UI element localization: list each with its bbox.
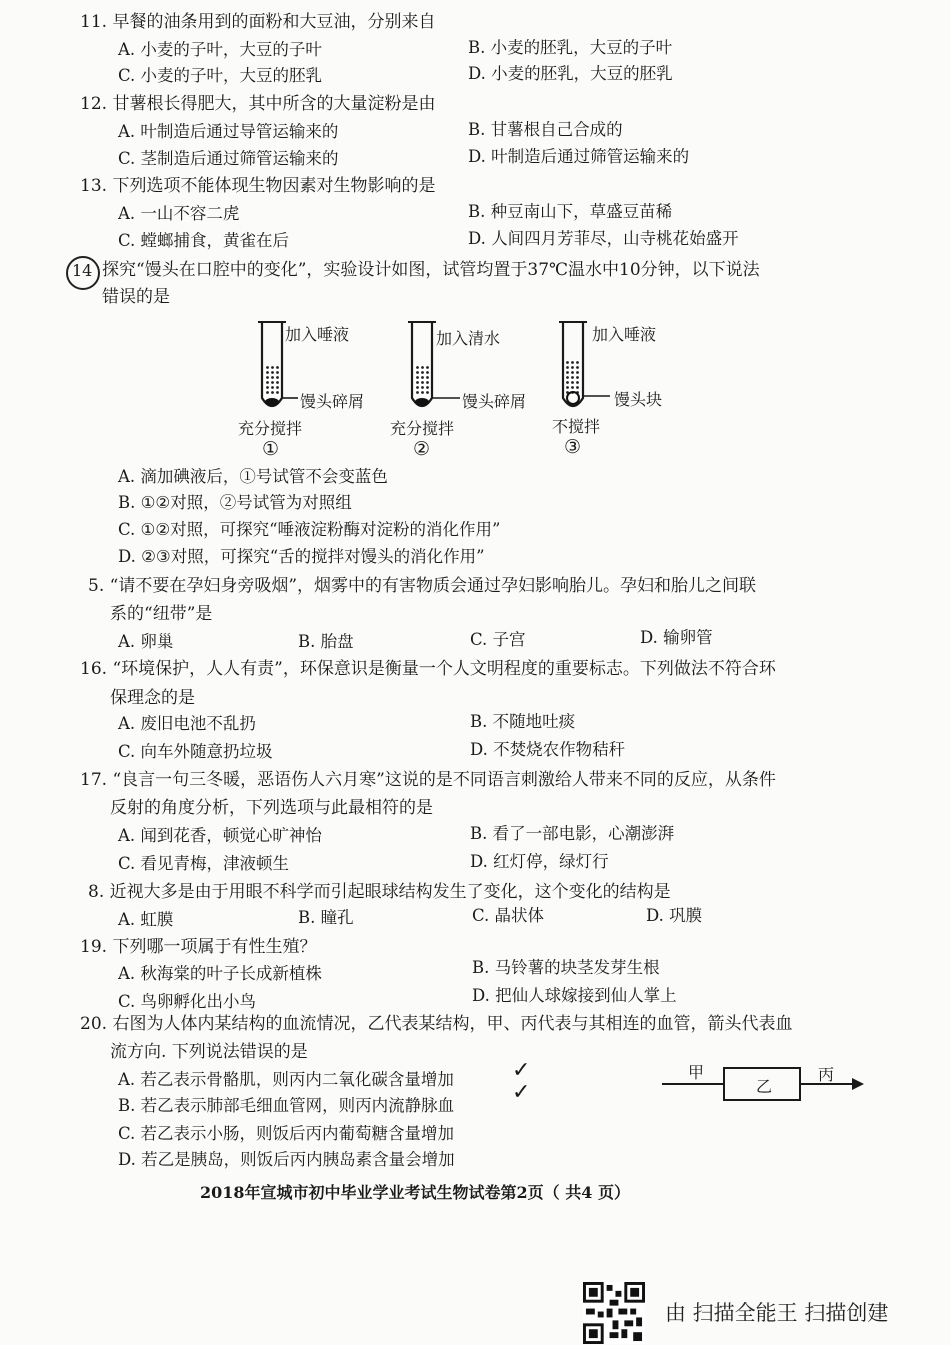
question-14-stem-line2: 错误的是 (102, 287, 170, 307)
tube-1-top-label: 加入唾液 (285, 325, 350, 344)
check-mark: ✓ (512, 1080, 531, 1105)
question-number: 19. (80, 937, 108, 957)
option-d: D. 若乙是胰岛，则饭后丙内胰岛素含量会增加 (118, 1150, 455, 1169)
question-number: 13. (80, 176, 108, 196)
question-stem-line1: “良言一句三冬暖，恶语伤人六月寒”这说的是不同语言刺激给人带来不同的反应，从条件 (112, 770, 776, 790)
option-a: A. 秋海棠的叶子长成新植株 (118, 964, 322, 983)
check-mark: ✓ (512, 1058, 531, 1083)
tube-1-bottom-label: 充分搅拌 (238, 419, 303, 438)
option-a: A. 一山不容二虎 (118, 204, 240, 223)
page-footer: 2018年宣城市初中毕业学业考试生物试卷第2页（ 共4 页） (200, 1183, 630, 1202)
option-c: C. 向车外随意扔垃圾 (118, 742, 273, 761)
option-d: D. 红灯停，绿灯行 (470, 852, 609, 871)
option-b: B. 马铃薯的块茎发芽生根 (472, 958, 660, 977)
option-c: C. ①②对照，可探究“唾液淀粉酶对淀粉的消化作用” (118, 520, 501, 539)
option-a: A. 闻到花香，顿觉心旷神怡 (118, 826, 322, 845)
option-b: B. 胎盘 (298, 632, 354, 651)
tube-2-top-label: 加入清水 (436, 329, 501, 348)
question-stem: 下列哪一项属于有性生殖？ (112, 937, 317, 957)
question-stem-line1: 右图为人体内某结构的血流情况，乙代表某结构，甲、丙代表与其相连的血管，箭头代表血 (112, 1014, 793, 1034)
question-stem: 下列选项不能体现生物因素对生物影响的是 (112, 176, 436, 196)
option-a: A. 若乙表示骨骼肌，则丙内二氧化碳含量增加 (118, 1070, 454, 1089)
vessel-bing-label: 丙 (818, 1065, 835, 1084)
option-b: B. 看了一部电影，心潮澎湃 (470, 824, 675, 843)
option-a: A. 虹膜 (118, 910, 174, 929)
question-number: 17. (80, 770, 108, 790)
option-d: D. ②③对照，可探究“舌的搅拌对馒头的消化作用” (118, 547, 485, 566)
option-c: C. 晶状体 (472, 906, 545, 925)
question-stem: 近视大多是由于用眼不科学而引起眼球结构发生了变化，这个变化的结构是 (109, 882, 671, 902)
question-14-stem-line1: 探究“馒头在口腔中的变化”，实验设计如图，试管均置于37℃温水中10分钟，以下说法 (102, 260, 760, 280)
option-b: B. 瞳孔 (298, 908, 354, 927)
tube-3-top-label: 加入唾液 (592, 325, 657, 344)
tube-2-number: ② (413, 438, 431, 460)
option-d: D. 小麦的胚乳，大豆的胚乳 (468, 64, 673, 83)
option-c: C. 若乙表示小肠，则饭后丙内葡萄糖含量增加 (118, 1124, 455, 1143)
option-b: B. 若乙表示肺部毛细血管网，则丙内流静脉血 (118, 1096, 455, 1115)
option-b: B. ①②对照，②号试管为对照组 (118, 493, 352, 512)
option-b: B. 种豆南山下，草盛豆苗稀 (468, 202, 673, 221)
option-d: D. 巩膜 (646, 906, 703, 925)
tube-3-bottom-label: 不搅拌 (552, 417, 601, 436)
question-14-number: 14 (72, 261, 93, 280)
option-c: C. 子宫 (470, 630, 526, 649)
question-16-stem-line2: 保理念的是 (110, 688, 195, 708)
option-c: C. 鸟卵孵化出小鸟 (118, 992, 257, 1011)
option-a: A. 叶制造后通过导管运输来的 (118, 122, 339, 141)
option-c: C. 茎制造后通过筛管运输来的 (118, 149, 339, 168)
question-20-stem-line2: 流方向. 下列说法错误的是 (110, 1042, 308, 1062)
tube-1-side-label: 馒头碎屑 (300, 392, 365, 411)
option-d: D. 把仙人球嫁接到仙人掌上 (472, 986, 677, 1005)
option-d: D. 输卵管 (640, 628, 713, 647)
option-a: A. 滴加碘液后，①号试管不会变蓝色 (118, 467, 388, 486)
option-c: C. 小麦的子叶，大豆的胚乳 (118, 66, 323, 85)
option-b: B. 小麦的胚乳，大豆的子叶 (468, 38, 673, 57)
qr-code-icon (583, 1282, 645, 1344)
option-d: D. 叶制造后通过筛管运输来的 (468, 147, 690, 166)
question-number: 12. (80, 94, 108, 114)
tube-3-number: ③ (564, 436, 582, 458)
structure-yi-label: 乙 (756, 1077, 773, 1096)
tube-3-side-label: 馒头块 (614, 390, 663, 409)
option-d: D. 人间四月芳菲尽，山寺桃花始盛开 (468, 229, 739, 248)
option-b: B. 甘薯根自己合成的 (468, 120, 623, 139)
question-number: 20. (80, 1014, 108, 1034)
vessel-jia-label: 甲 (688, 1063, 705, 1082)
question-stem-line1: “环境保护，人人有责”，环保意识是衡量一个人文明程度的重要标志。下列做法不符合环 (112, 659, 776, 679)
tube-2-side-label: 馒头碎屑 (462, 392, 527, 411)
option-b: B. 不随地吐痰 (470, 712, 576, 731)
question-stem: 早餐的油条用到的面粉和大豆油，分别来自 (112, 12, 436, 32)
tube-1-number: ① (262, 438, 280, 460)
question-stem-line1: “请不要在孕妇身旁吸烟”，烟雾中的有害物质会通过孕妇影响胎儿。孕妇和胎儿之间联 (109, 576, 757, 596)
question-number: 16. (80, 659, 108, 679)
tube-2-bottom-label: 充分搅拌 (390, 419, 455, 438)
question-stem: 甘薯根长得肥大，其中所含的大量淀粉是由 (112, 94, 436, 114)
option-d: D. 不焚烧农作物秸秆 (470, 740, 626, 759)
option-c: C. 螳螂捕食，黄雀在后 (118, 231, 290, 250)
option-a: A. 卵巢 (118, 632, 174, 651)
question-17-stem-line2: 反射的角度分析，下列选项与此最相符的是 (110, 798, 433, 818)
option-a: A. 小麦的子叶，大豆的子叶 (118, 40, 322, 59)
question-number: 11. (80, 12, 108, 32)
question-number: 5. (88, 576, 105, 596)
question-15-stem-line2: 系的“纽带”是 (110, 604, 213, 624)
scanner-watermark: 由 扫描全能王 扫描创建 (665, 1301, 889, 1325)
option-c: C. 看见青梅，津液顿生 (118, 854, 290, 873)
question-number: 8. (88, 882, 105, 902)
option-a: A. 废旧电池不乱扔 (118, 714, 256, 733)
